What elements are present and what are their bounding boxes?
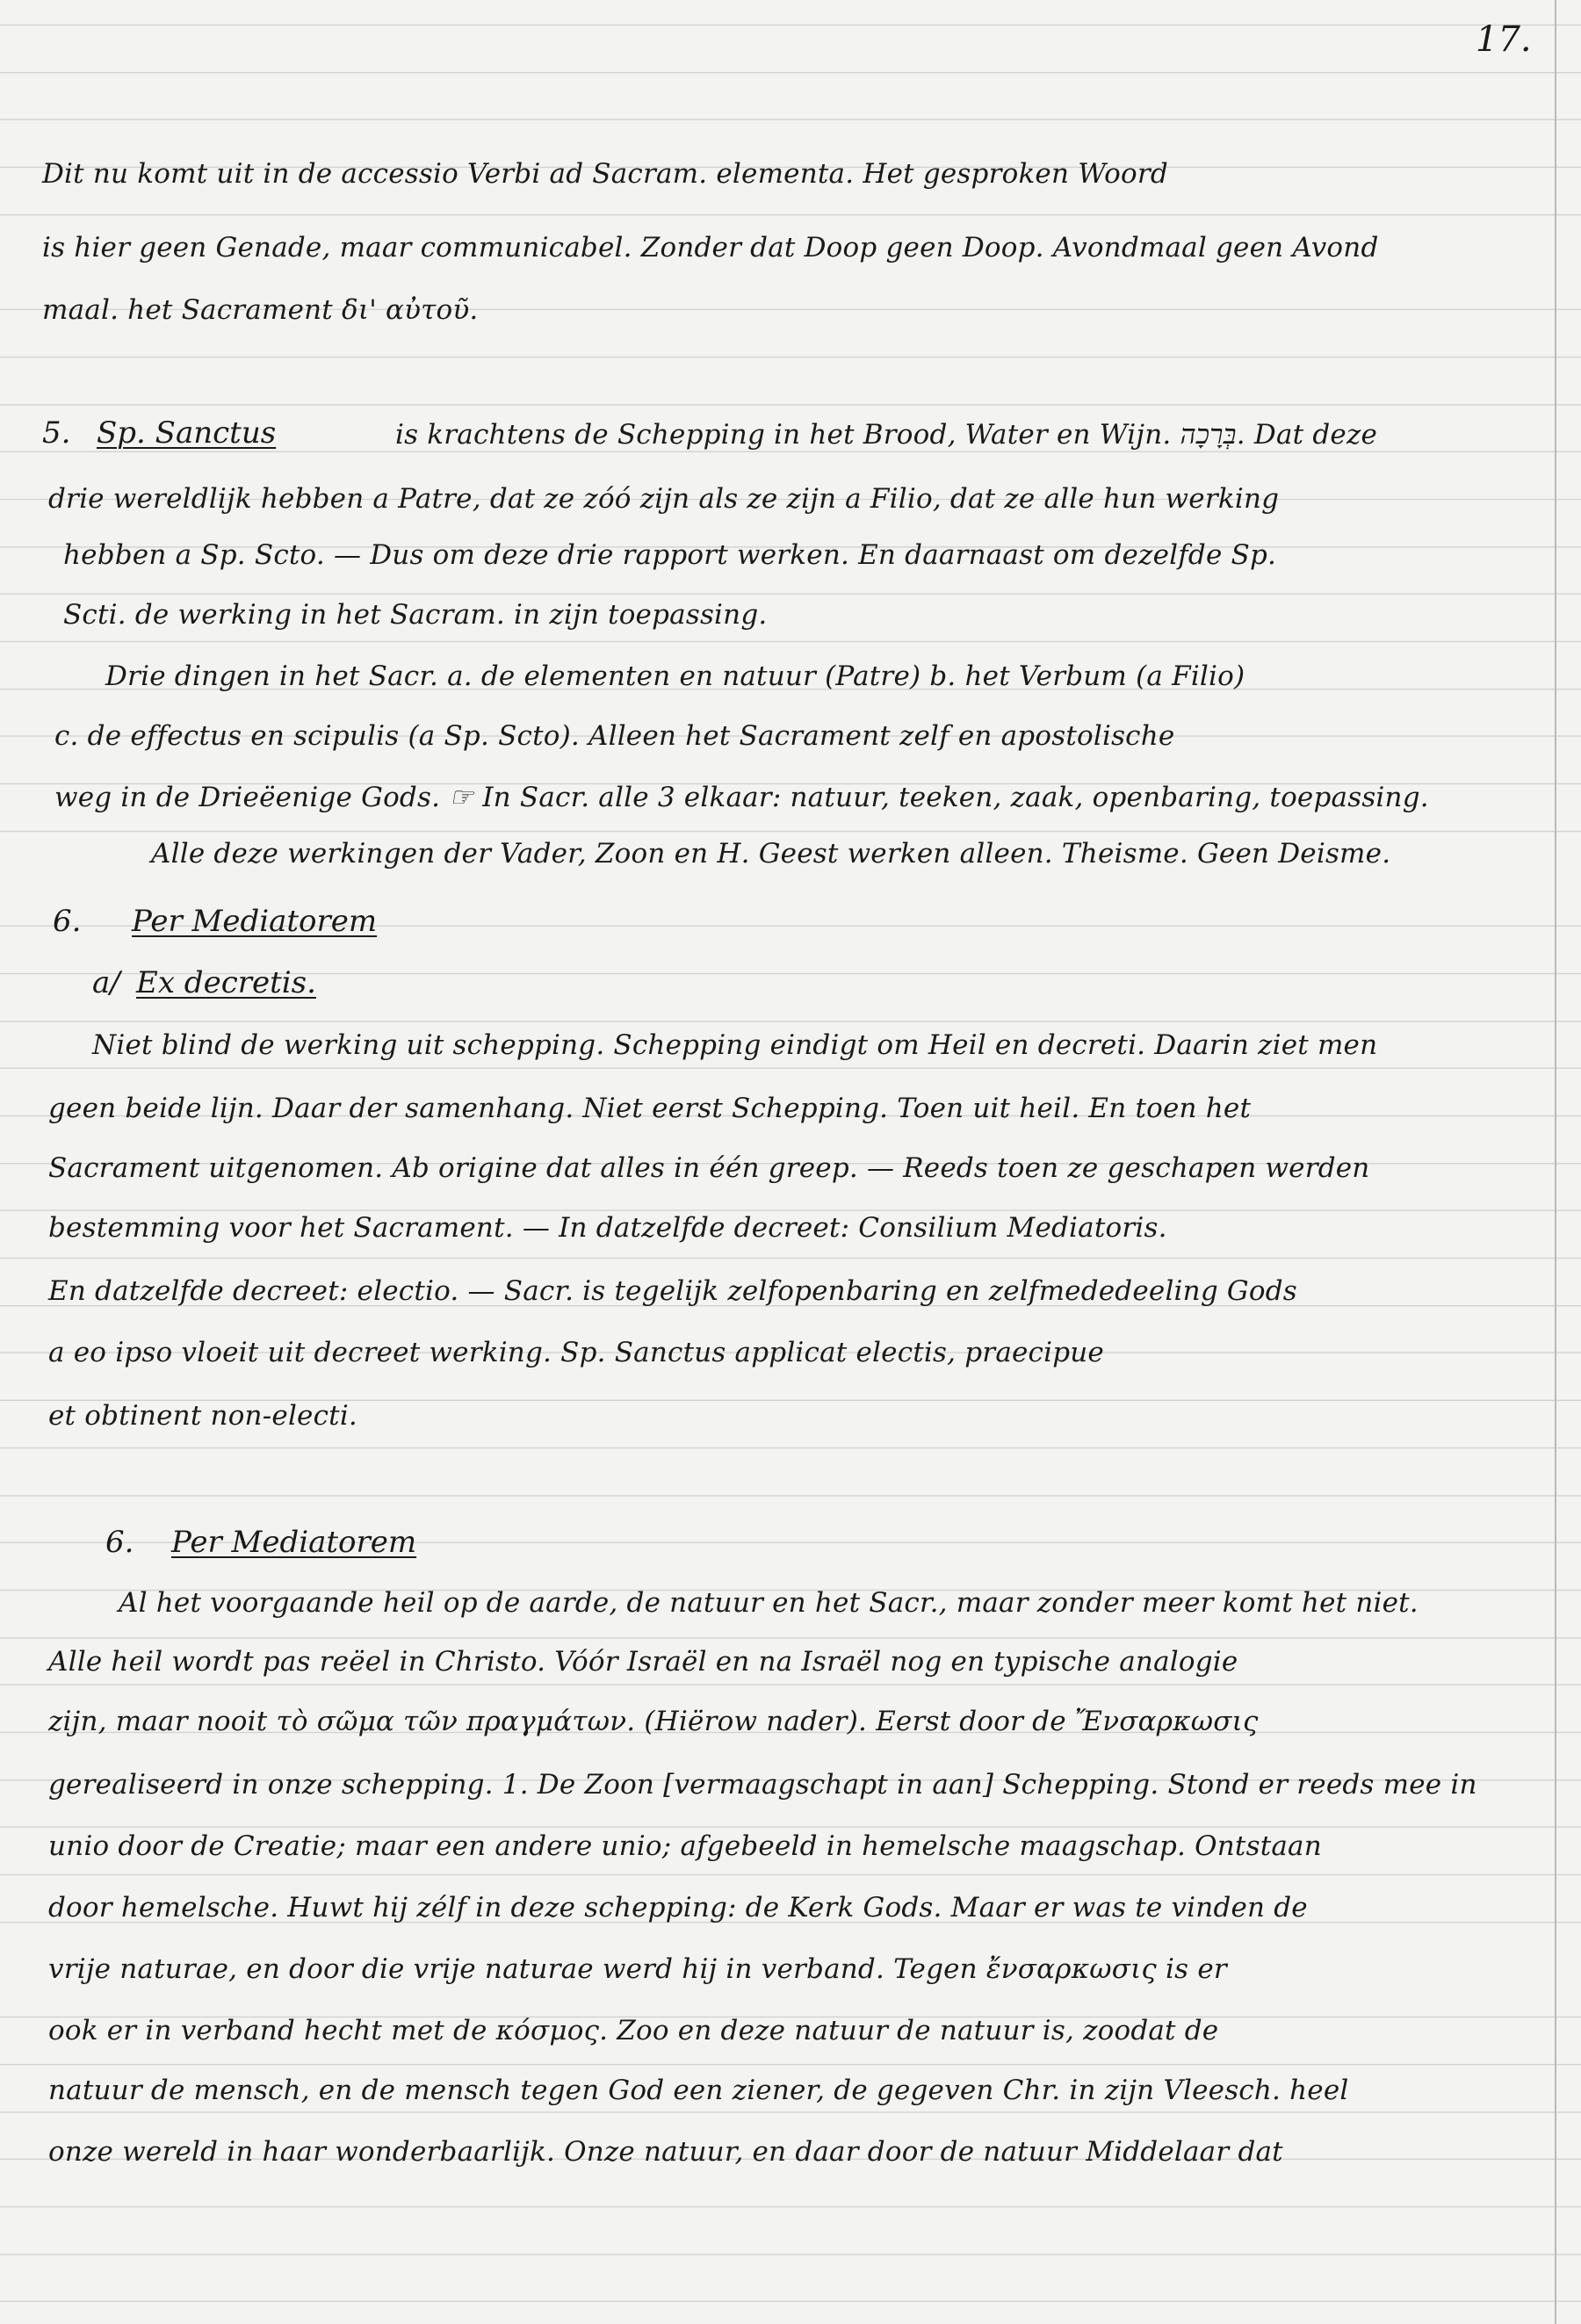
text-line: a eo ipso vloeit uit decreet werking. Sp. Sanctus applicat electis, praecipue <box>48 1337 1104 1368</box>
text-line: onze wereld in haar wonderbaarlijk. Onze natuur, en daar door de natuur Middelaar dat <box>48 2136 1283 2168</box>
text-line: Sacrament uitgenomen. Ab origine dat alles in één greep. — Reeds toen ze geschapen werden <box>48 1152 1370 1184</box>
margin-rule <box>1555 0 1556 2324</box>
text-line: is krachtens de Schepping in het Brood, Water en Wijn. בְּרָכָה. Dat deze <box>395 419 1378 451</box>
text-line: Alle deze werkingen der Vader, Zoon en H. Geest werken alleen. Theisme. Geen Deisme. <box>151 838 1391 870</box>
text-line: vrije naturae, en door die vrije naturae werd hij in verband. Tegen ἔνσαρκωσις is er <box>48 1953 1227 1985</box>
section-6a-number: 6. <box>53 904 82 939</box>
text-line: natuur de mensch, en de mensch tegen God een ziener, de gegeven Chr. in zijn Vleesch. heel <box>48 2075 1349 2106</box>
section-6a-title: Per Mediatorem <box>132 904 378 939</box>
section-6a-sub-label: a/ <box>92 965 120 1000</box>
text-line: Dit nu komt uit in de accessio Verbi ad Sacram. elementa. Het gesproken Woord <box>42 158 1168 190</box>
text-line: zijn, maar nooit τὸ σῶμα τῶν πραγμάτων. (Hiërow nader). Eerst door de Ἔνσαρκωσις <box>48 1706 1259 1737</box>
section-5-number: 5. <box>42 415 71 451</box>
text-line: is hier geen Genade, maar communicabel. Zonder dat Doop geen Doop. Avondmaal geen Avond <box>42 232 1379 263</box>
text-line: Drie dingen in het Sacr. a. de elementen en natuur (Patre) b. het Verbum (a Filio) <box>105 660 1245 692</box>
text-line: gerealiseerd in onze schepping. 1. De Zoon [vermaagschapt in aan] Schepping. Stond er reeds mee in <box>48 1769 1477 1801</box>
section-6b-number: 6. <box>105 1525 134 1560</box>
section-5-title: Sp. Sanctus <box>97 415 277 451</box>
text-line: et obtinent non-electi. <box>48 1400 357 1432</box>
text-line: bestemming voor het Sacrament. — In datzelfde decreet: Consilium Mediatoris. <box>48 1212 1167 1244</box>
text-line: ook er in verband hecht met de κόσμος. Zoo en deze natuur de natuur is, zoodat de <box>48 2015 1219 2046</box>
text-line: Al het voorgaande heil op de aarde, de natuur en het Sacr., maar zonder meer komt het niet. <box>119 1587 1419 1619</box>
text-line: c. de effectus en scipulis (a Sp. Scto). Alleen het Sacrament zelf en apostolische <box>54 720 1175 752</box>
section-6b-title: Per Mediatorem <box>171 1525 417 1560</box>
page-number: 17. <box>1476 19 1532 60</box>
text-line: maal. het Sacrament δι' αὐτοῦ. <box>42 294 479 326</box>
text-line: En datzelfde decreet: electio. — Sacr. is tegelijk zelfopenbaring en zelfmededeeling Gods <box>48 1275 1297 1307</box>
text-line: Niet blind de werking uit schepping. Schepping eindigt om Heil en decreti. Daarin ziet men <box>92 1029 1378 1061</box>
text-line: hebben a Sp. Scto. — Dus om deze drie rapport werken. En daarnaast om dezelfde Sp. <box>63 539 1277 571</box>
text-line: drie wereldlijk hebben a Patre, dat ze zóó zijn als ze zijn a Filio, dat ze alle hun werking <box>48 483 1280 515</box>
text-line: Scti. de werking in het Sacram. in zijn toepassing. <box>63 599 768 631</box>
text-line: geen beide lijn. Daar der samenhang. Niet eerst Schepping. Toen uit heil. En toen het <box>48 1093 1252 1124</box>
text-line: Alle heil wordt pas reëel in Christo. Vóór Israël en na Israël nog en typische analogie <box>48 1646 1238 1678</box>
text-line: door hemelsche. Huwt hij zélf in deze schepping: de Kerk Gods. Maar er was te vinden de <box>48 1892 1308 1923</box>
section-6a-sub-title: Ex decretis. <box>136 965 316 1000</box>
text-line: unio door de Creatie; maar een andere unio; afgebeeld in hemelsche maagschap. Ontstaan <box>48 1830 1322 1862</box>
text-line: weg in de Drieëenige Gods. ☞ In Sacr. alle 3 elkaar: natuur, teeken, zaak, openbaring, toepassing. <box>54 782 1429 813</box>
